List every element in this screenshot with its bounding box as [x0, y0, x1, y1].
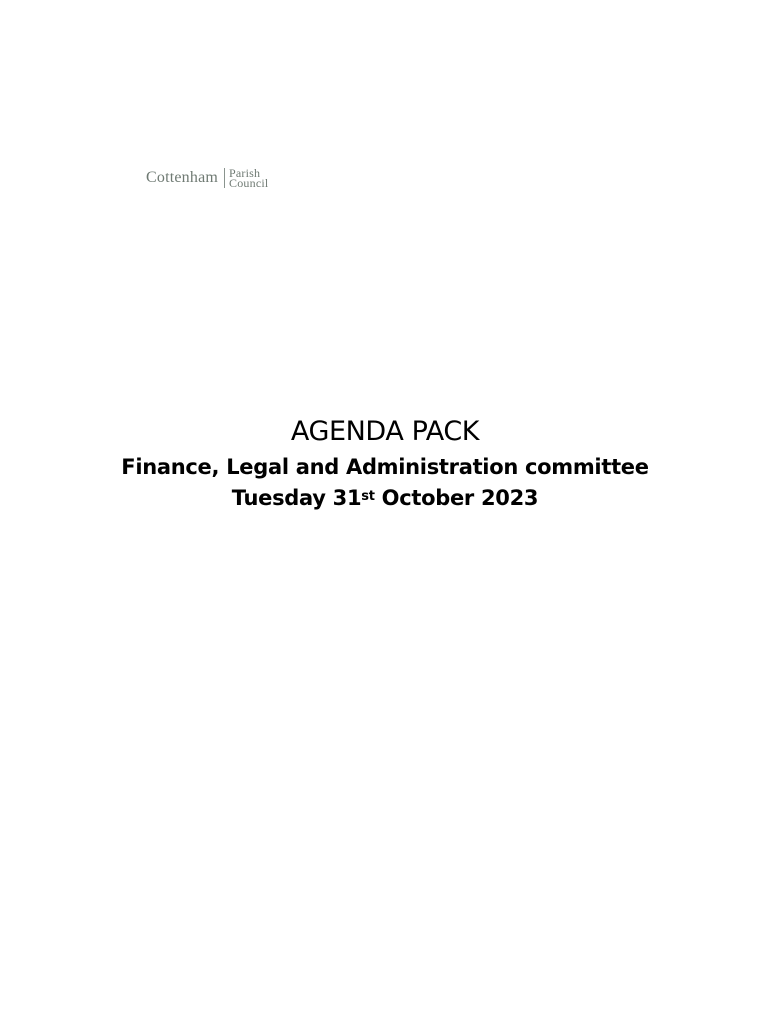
logo-wordmark-line1: Parish [229, 166, 261, 180]
document-title: AGENDA PACK [290, 416, 480, 447]
meeting-date-ordinal: st [361, 489, 375, 504]
logo-wordmark-line2: Council [229, 176, 269, 190]
meeting-date-prefix: Tuesday 31 [231, 486, 362, 510]
council-logo [146, 166, 268, 190]
logo-divider [224, 168, 225, 188]
title-block [0, 414, 770, 514]
logo-wordmark-stack [229, 168, 268, 188]
meeting-date [0, 483, 770, 514]
committee-name: Finance, Legal and Administration committee [121, 455, 649, 479]
logo-wordmark-name: Cottenham [146, 169, 219, 186]
meeting-date-rest: October 2023 [374, 486, 539, 510]
